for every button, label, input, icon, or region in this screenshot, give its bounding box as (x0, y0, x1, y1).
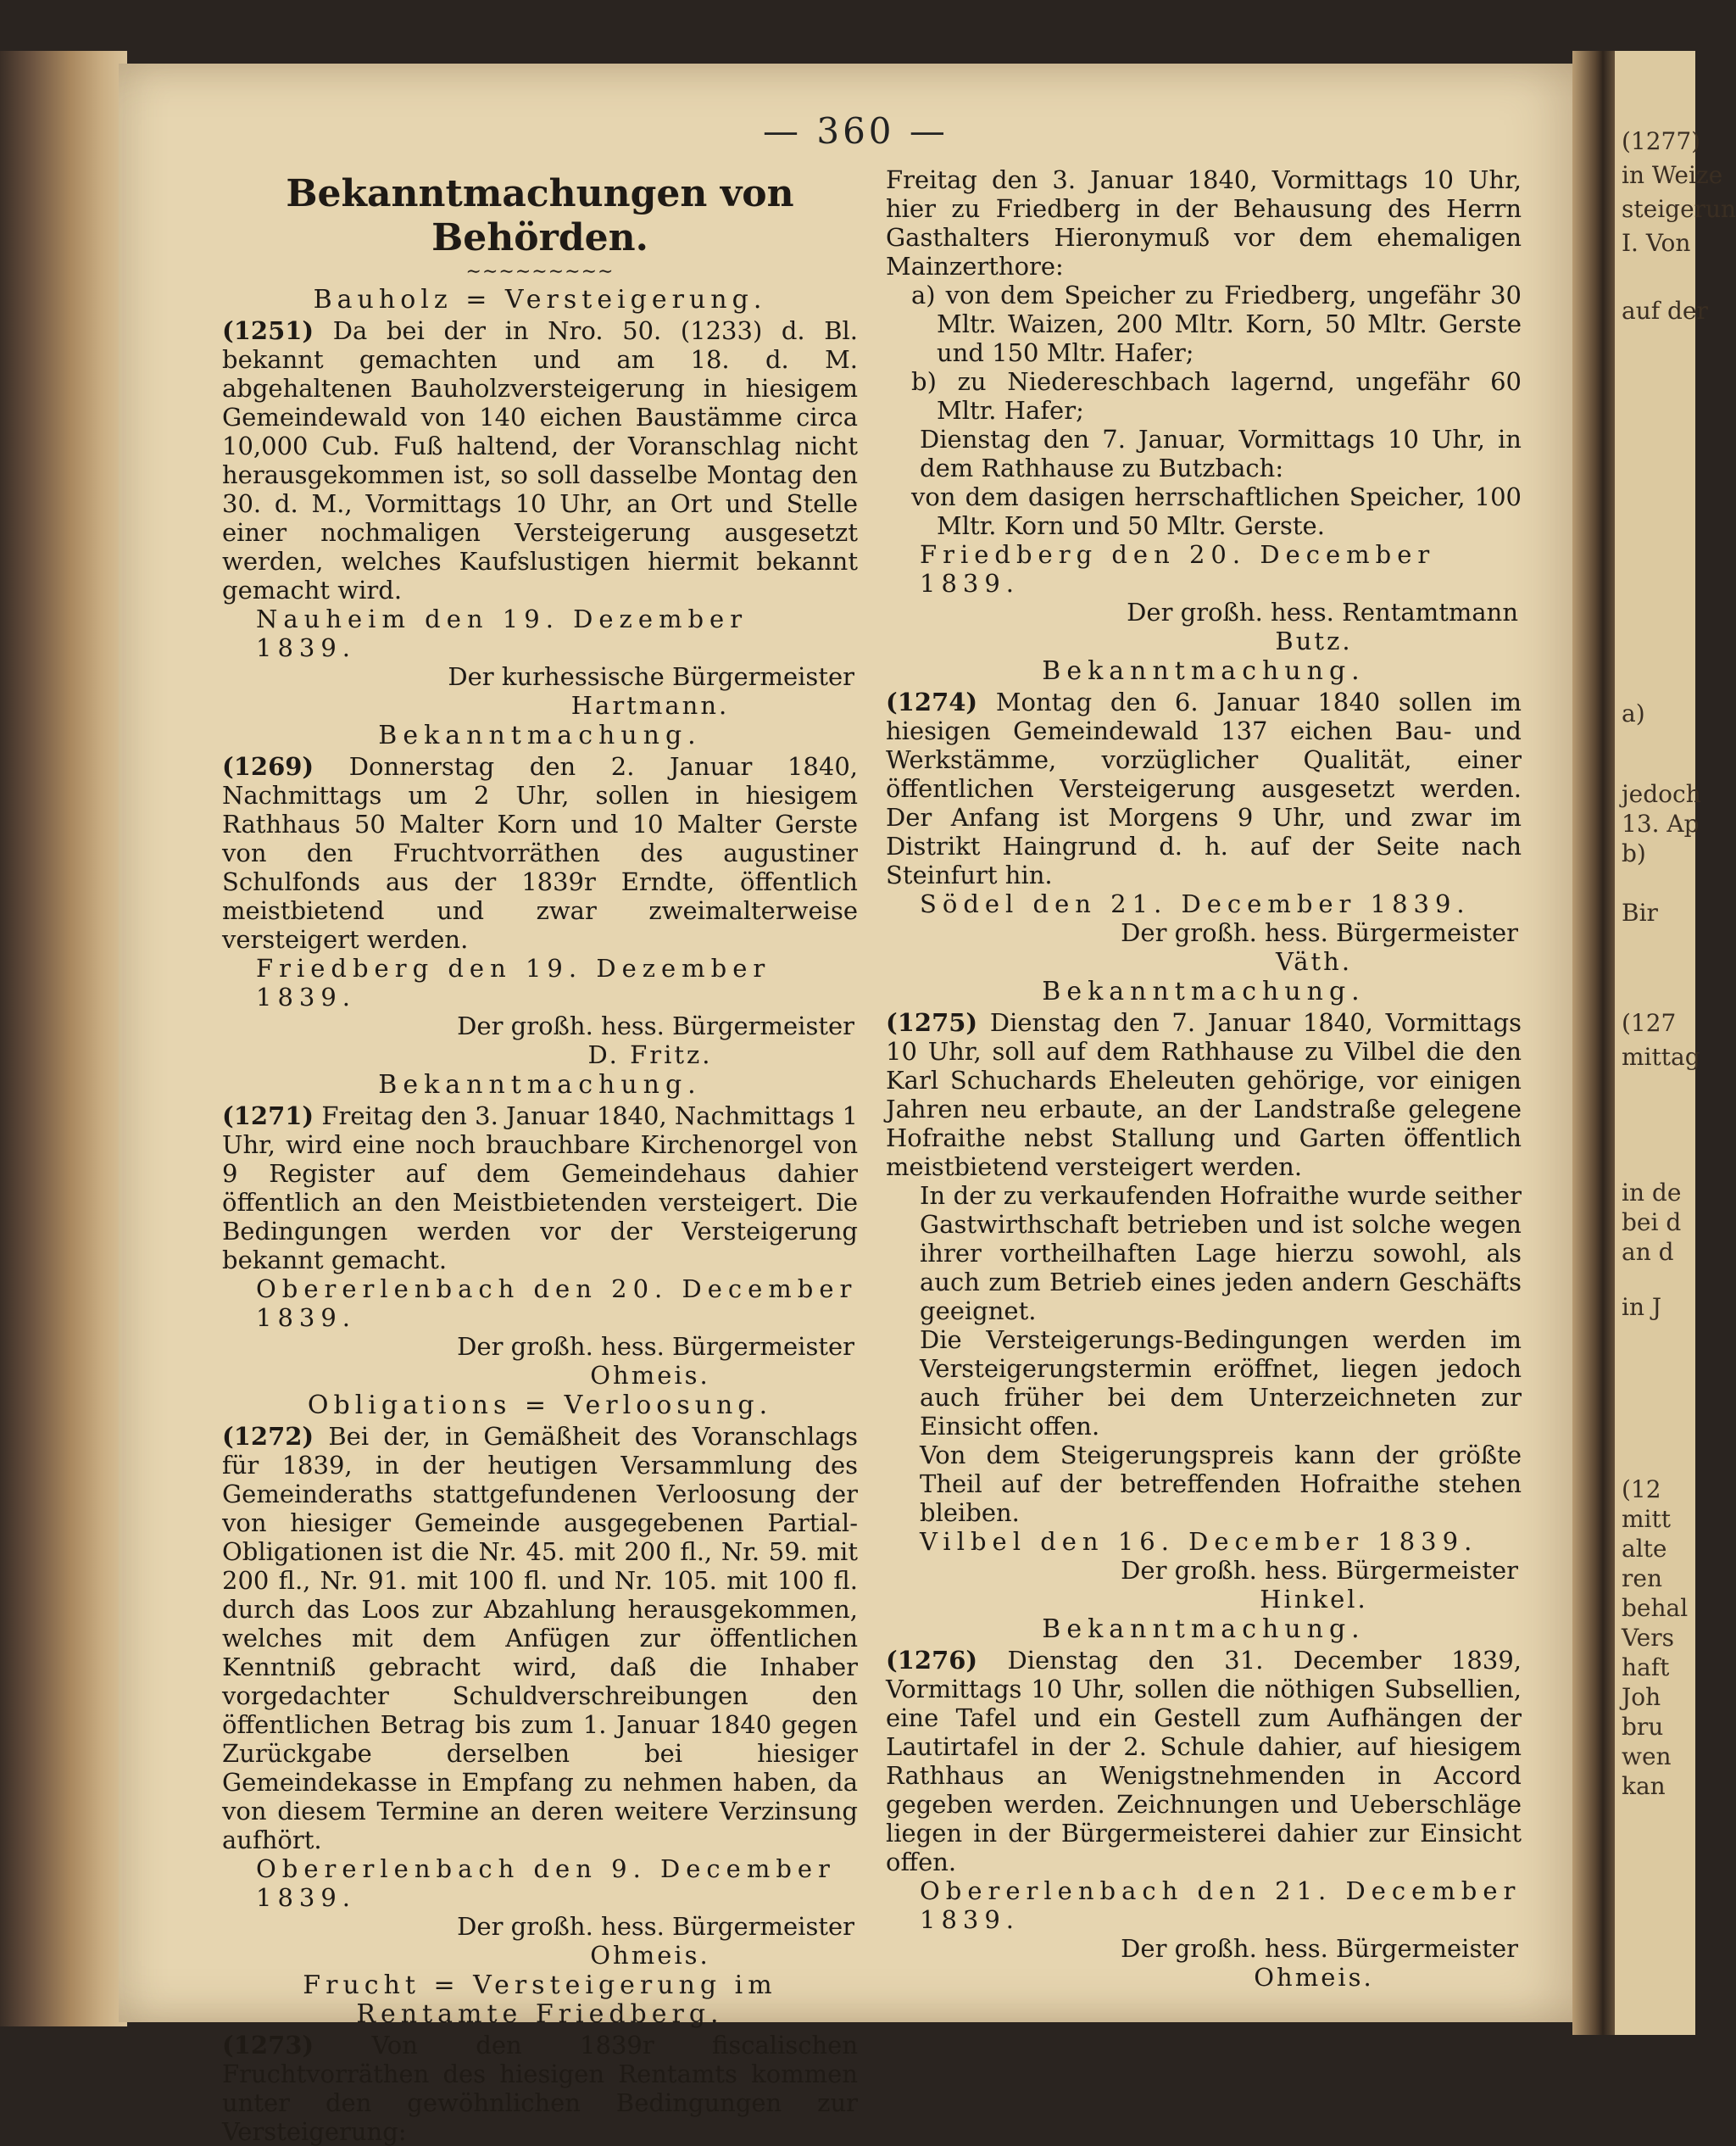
left-column (222, 165, 858, 2146)
notice-1275 (886, 978, 1522, 1614)
notice-signer: Der großh. hess. Bürgermeister (457, 1012, 854, 1040)
notice-place-date: Obererlenbach den 20. December 1839. (256, 1274, 858, 1332)
notice-signer: Der kurhessische Bürgermeister (448, 662, 854, 691)
fragment-line: an d (1622, 1238, 1674, 1266)
notice-name: D. Fritz. (587, 1040, 713, 1069)
fragment-line: in J (1622, 1293, 1662, 1321)
notice-body (222, 1422, 858, 1854)
notice-paragraph: Die Versteigerungs-Bedingungen werden im Versteigerungstermin eröffnet, liegen jedoch auch früher bei dem Unterzeichneten zur Einsicht offen. (920, 1325, 1522, 1441)
notice-name: Ohmeis. (590, 1361, 710, 1390)
notice-number: (1271) (222, 1101, 314, 1130)
notice-number: (1275) (886, 1008, 978, 1037)
notice-title: Bekanntmachung. (1042, 656, 1366, 686)
fragment-line: Joh (1622, 1683, 1661, 1711)
notice-body (886, 1646, 1522, 1876)
notice-body (886, 688, 1522, 889)
notice-place-date: Obererlenbach den 21. December 1839. (920, 1876, 1522, 1934)
fragment-line: in de (1622, 1179, 1682, 1207)
notice-number: (1273) (222, 2031, 314, 2060)
fragment-line: Bir (1622, 899, 1658, 927)
notice-number: (1251) (222, 316, 314, 345)
notice-title: Bekanntmachung. (378, 1070, 702, 1100)
notice-1251 (222, 286, 858, 720)
notice-text: Von den 1839r fiscalischen Fruchtvorräthen des hiesigen Rentamts kommen unter den gewöhnlichen Bedingungen zur Versteigerung: (222, 2031, 859, 2146)
fragment-line: steigerun (1622, 195, 1736, 223)
notice-1276 (886, 1615, 1522, 1992)
notice-place-date: Friedberg den 19. Dezember 1839. (256, 954, 771, 1012)
notice-title: Obligations = Verloosung. (307, 1391, 773, 1420)
notice-name: Hinkel. (1260, 1585, 1368, 1614)
notice-signer: Der großh. hess. Bürgermeister (1121, 918, 1518, 947)
notice-text: Da bei der in Nro. 50. (1233) d. Bl. bekannt gemachten und am 18. d. M. abgehaltenen Bauholzversteigerung in hiesigem Gemeindewald von 140 eichen Baustämme circa 10,000 Cub. Fuß haltend, der Voranschlag nicht herausgekommen ist, so soll dasselbe Montag den 30. d. M., Vormittags 10 Uhr, an Ort und Stelle einer nochmaligen Versteigerung ausgesetzt werden, welches Kaufslustigen hiermit bekannt gemacht wird. (222, 316, 859, 605)
notice-place-date: Friedberg den 20. December 1839. (920, 540, 1436, 598)
page-number: — 360 — (763, 110, 949, 152)
fragment-line: I. Von (1622, 229, 1691, 257)
notice-1269 (222, 722, 858, 1069)
fragment-line: a) (1622, 700, 1645, 727)
fragment-line: bei d (1622, 1208, 1682, 1236)
notice-name: Ohmeis. (590, 1941, 710, 1970)
fragment-line: ren (1622, 1564, 1662, 1592)
book-edge (0, 51, 127, 2026)
notice-signer: Der großh. hess. Rentamtmann (1127, 598, 1518, 627)
notice-paragraph: Von dem Steigerungspreis kann der größte Theil auf der betreffenden Hofraithe stehen bleiben. (920, 1441, 1522, 1527)
list-item: b) zu Niedereschbach lagernd, ungefähr 60 Mltr. Hafer; (911, 367, 1522, 425)
notice-1271 (222, 1071, 858, 1390)
fragment-line: bru (1622, 1713, 1664, 1741)
fragment-line: (127 (1622, 1009, 1677, 1037)
notice-number: (1276) (886, 1646, 978, 1675)
notice-place-date: Nauheim den 19. Dezember 1839. (256, 605, 748, 662)
fragment-line: behal (1622, 1594, 1689, 1622)
notice-1273 (222, 1971, 858, 2146)
fragment-line: mitt (1622, 1505, 1672, 1533)
notice-text: Montag den 6. Januar 1840 sollen im hiesigen Gemeindewald 137 eichen Bau- und Werkstämme, vorzüglicher Qualität, einer öffentlichen Versteigerung ausgesetzt werden. Der Anfang ist Morgens 9 Uhr, und zwar im Distrikt Haingrund d. h. auf der Seite nach Steinfurt hin. (886, 688, 1522, 889)
notice-paragraph: In der zu verkaufenden Hofraithe wurde seither Gastwirthschaft betrieben und ist solche wegen ihrer vortheilhaften Lage hierzu sowohl, als auch zum Betrieb eines jeden andern Geschäfts geeignet. (920, 1181, 1522, 1325)
fragment-line: in Weize (1622, 161, 1723, 189)
fragment-line: haft (1622, 1653, 1670, 1681)
notice-name: Butz. (1275, 627, 1353, 655)
fragment-line: wen (1622, 1742, 1672, 1770)
notice-body (222, 752, 858, 954)
fragment-line: jedoch (1622, 780, 1701, 808)
list-item: von dem dasigen herrschaftlichen Speicher, 100 Mltr. Korn und 50 Mltr. Gerste. (911, 482, 1522, 540)
notice-number: (1274) (886, 688, 978, 716)
notice-1274 (886, 657, 1522, 976)
notice-name: Väth. (1275, 947, 1353, 976)
notice-number: (1269) (222, 752, 314, 781)
section-heading: Bekanntmachungen von Behörden. (286, 172, 794, 259)
right-column (886, 165, 1522, 1992)
fragment-line: mittag (1622, 1043, 1700, 1071)
right-page-fragment (1615, 51, 1736, 2035)
notice-text: Dienstag den 7. Januar 1840, Vormittags 10 Uhr, soll auf dem Rathhause zu Vilbel die den Karl Schuchards Eheleuten gehörige, vor einigen Jahren neu erbaute, an der Landstraße gelegene Hofraithe nebst Stallung und Garten öffentlich meistbietend versteigert werden. (886, 1008, 1522, 1181)
fragment-line: alte (1622, 1535, 1667, 1563)
fragment-line: kan (1622, 1772, 1666, 1800)
notice-name: Hartmann. (570, 691, 730, 720)
notice-signer: Der großh. hess. Bürgermeister (457, 1912, 854, 1941)
ornament-divider: ∼∼∼∼∼∼∼∼∼ (465, 261, 615, 282)
notice-title: Bekanntmachung. (1042, 977, 1366, 1006)
notice-text: Dienstag den 7. Januar, Vormittags 10 Uhr, in dem Rathhause zu Butzbach: (920, 425, 1522, 482)
fragment-line: auf der (1622, 297, 1708, 325)
notice-1272 (222, 1391, 858, 1970)
fragment-line: Vers (1622, 1624, 1674, 1652)
fragment-line: 13. Ap (1622, 810, 1700, 838)
notice-body (222, 316, 858, 605)
notice-place-date: Obererlenbach den 9. December 1839. (256, 1854, 836, 1912)
notice-name: Ohmeis. (1254, 1963, 1374, 1992)
notice-body (222, 2031, 858, 2146)
notice-text: Freitag den 3. Januar 1840, Nachmittags 1 Uhr, wird eine noch brauchbare Kirchenorgel von 9 Register auf dem Gemeindehaus dahier öffentlich an den Meistbietenden versteigert. Die Bedingungen werden vor der Versteigerung bekannt gemacht. (222, 1101, 859, 1274)
notice-signer: Der großh. hess. Bürgermeister (1121, 1934, 1518, 1963)
notice-text: Bei der, in Gemäßheit des Voranschlags für 1839, in der heutigen Versammlung des Gemeinderaths stattgefundenen Verloosung der von hiesiger Gemeinde ausgegebenen Partial-Obligationen ist die Nr. 45. mit 200 fl., Nr. 59. mit 200 fl., Nr. 91. mit 100 fl. und Nr. 105. mit 100 fl. durch das Loos zur Abzahlung herausgekommen, welches mit dem Anfügen zur öffentlichen Kenntniß gebracht wird, daß die Inhaber vorgedachter Schuldverschreibungen den öffentlichen Betrag bis zum 1. Januar 1840 gegen Zurückgabe derselben bei hiesiger Gemeindekasse in Empfang zu nehmen haben, da von diesem Termine an deren weitere Verzinsung aufhört. (222, 1422, 858, 1854)
notice-text: Donnerstag den 2. Januar 1840, Nachmittags um 2 Uhr, sollen in hiesigem Rathhaus 50 Malter Korn und 10 Malter Gerste von den Fruchtvorräthen des augustiner Schulfonds aus der 1839r Erndte, öffentlich meistbietend und zwar zweimalterweise versteigert werden. (222, 752, 859, 954)
notice-text: Freitag den 3. Januar 1840, Vormittags 10 Uhr, hier zu Friedberg in der Behausung des Herrn Gasthalters Hieronymuß vor dem ehemaligen Mainzerthore: (886, 165, 1522, 281)
fragment-line: b) (1622, 839, 1646, 867)
notice-text: Dienstag den 31. December 1839, Vormittags 10 Uhr, sollen die nöthigen Subsellien, eine Tafel und ein Gestell zum Aufhängen der Lautirtafel in der 2. Schule dahier, auf hiesigem Rathhaus an Wenigstnehmenden in Accord gegeben werden. Zeichnungen und Ueberschläge liegen in der Bürgermeisterei dahier zur Einsicht offen. (886, 1646, 1522, 1876)
notice-1273-continued (886, 165, 1522, 655)
notice-signer: Der großh. hess. Bürgermeister (1121, 1556, 1518, 1585)
notice-place-date: Södel den 21. December 1839. (920, 889, 1471, 918)
notice-signer: Der großh. hess. Bürgermeister (457, 1332, 854, 1361)
notice-body (886, 1008, 1522, 1181)
notice-number: (1272) (222, 1422, 314, 1451)
list-item: a) von dem Speicher zu Friedberg, ungefähr 30 Mltr. Waizen, 200 Mltr. Korn, 50 Mltr. Gerste und 150 Mltr. Hafer; (911, 281, 1522, 367)
notice-place-date: Vilbel den 16. December 1839. (920, 1527, 1478, 1556)
notice-title: Bauholz = Versteigerung. (313, 285, 767, 315)
notice-body (222, 1101, 858, 1274)
fragment-line: (12 (1622, 1475, 1661, 1503)
notice-title: Bekanntmachung. (378, 721, 702, 750)
notice-title: Frucht = Versteigerung im Rentamte Friedberg. (303, 1970, 777, 2029)
fragment-line: (1277) (1622, 127, 1701, 155)
notice-title: Bekanntmachung. (1042, 1614, 1366, 1644)
